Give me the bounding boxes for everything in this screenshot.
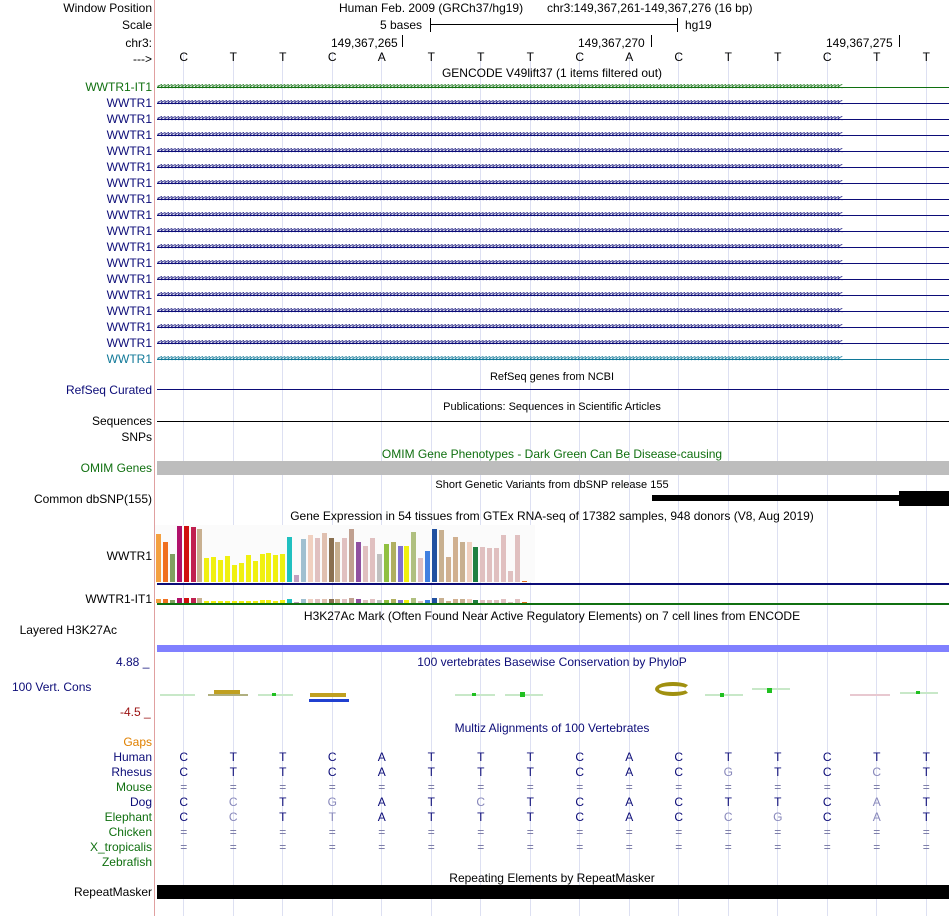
- aligned-base: =: [477, 780, 485, 794]
- aligned-base: C: [476, 795, 486, 809]
- aligned-base: =: [873, 840, 881, 854]
- gtex-tissue-bar[interactable]: [453, 537, 458, 582]
- gencode-transcript-label[interactable]: WWTR1: [106, 320, 152, 334]
- gtex-tissue-bar[interactable]: [384, 544, 389, 582]
- refseq-title[interactable]: RefSeq genes from NCBI: [489, 371, 615, 383]
- aligned-base: C: [674, 765, 684, 779]
- sequences-label[interactable]: Sequences: [91, 414, 152, 428]
- aligned-base: T: [279, 810, 287, 824]
- gtex-tissue-bar[interactable]: [322, 533, 327, 582]
- strand-arrow-icon: <<<<<<<<<<<<<<<<<<<<<<<<<<<<<<<<<<<<<<<<<<<<<<<<<<<<<<<<<<<<<<<<<<<<<<<<<<<<<<<<<<<<<<<<<<<<<<<<<<<<<<<<<<<<<<<<<<<<<<<<<<<<<<<<<<<<<<<<<<<<<<<<<<<<<<<<<<<<<<<<<<<<<<<<<<<<<<<<<<<<<<<<<<<<<<<<<<<<<<<<: [157, 322, 841, 332]
- gtex-tissue-bar[interactable]: [191, 527, 196, 582]
- gtex-tissue-bar[interactable]: [239, 563, 244, 582]
- gtex-tissue-bar[interactable]: [342, 538, 347, 582]
- aligned-base: T: [922, 810, 930, 824]
- aligned-base: =: [526, 825, 534, 839]
- base-letter: T: [922, 50, 930, 64]
- aligned-base: T: [922, 750, 930, 764]
- base-letter: A: [377, 50, 386, 64]
- gencode-transcript-label[interactable]: WWTR1: [106, 352, 152, 366]
- aligned-base: =: [427, 825, 435, 839]
- window-position-label: Window Position: [63, 1, 152, 15]
- strand-arrow-icon: <<<<<<<<<<<<<<<<<<<<<<<<<<<<<<<<<<<<<<<<<<<<<<<<<<<<<<<<<<<<<<<<<<<<<<<<<<<<<<<<<<<<<<<<<<<<<<<<<<<<<<<<<<<<<<<<<<<<<<<<<<<<<<<<<<<<<<<<<<<<<<<<<<<<<<<<<<<<<<<<<<<<<<<<<<<<<<<<<<<<<<<<<<<<<<<<<<<<<<<<: [157, 274, 841, 284]
- aligned-base: =: [576, 840, 584, 854]
- base-letter: T: [427, 50, 435, 64]
- aligned-base: A: [872, 810, 881, 824]
- gtex-gene2-line[interactable]: [157, 603, 949, 605]
- gaps-label: Gaps: [123, 735, 152, 749]
- strand-arrow-icon: <<<<<<<<<<<<<<<<<<<<<<<<<<<<<<<<<<<<<<<<<<<<<<<<<<<<<<<<<<<<<<<<<<<<<<<<<<<<<<<<<<<<<<<<<<<<<<<<<<<<<<<<<<<<<<<<<<<<<<<<<<<<<<<<<<<<<<<<<<<<<<<<<<<<<<<<<<<<<<<<<<<<<<<<<<<<<<<<<<<<<<<<<<<<<<<<<<<<<<<<: [157, 130, 841, 140]
- gtex-tissue-bar[interactable]: [273, 555, 278, 582]
- aligned-base: =: [180, 840, 188, 854]
- aligned-base: =: [675, 825, 683, 839]
- gtex-tissue-bar[interactable]: [335, 542, 340, 582]
- gtex-tissue-bar[interactable]: [266, 553, 271, 582]
- aligned-base: =: [724, 780, 732, 794]
- aligned-base: C: [872, 765, 882, 779]
- base-letter: T: [873, 50, 881, 64]
- aligned-base: =: [774, 780, 782, 794]
- aligned-base: =: [823, 825, 831, 839]
- base-letter: C: [179, 50, 189, 64]
- aligned-base: T: [526, 810, 534, 824]
- aligned-base: =: [576, 825, 584, 839]
- aligned-base: A: [377, 810, 386, 824]
- gtex-tissue-bar[interactable]: [418, 558, 423, 582]
- aligned-base: A: [625, 765, 634, 779]
- scale-label: Scale: [121, 18, 152, 32]
- gtex-tissue-bar[interactable]: [294, 575, 299, 582]
- repeat-element-bar[interactable]: [157, 885, 949, 899]
- aligned-base: A: [625, 810, 634, 824]
- strand-arrow-icon: <<<<<<<<<<<<<<<<<<<<<<<<<<<<<<<<<<<<<<<<<<<<<<<<<<<<<<<<<<<<<<<<<<<<<<<<<<<<<<<<<<<<<<<<<<<<<<<<<<<<<<<<<<<<<<<<<<<<<<<<<<<<<<<<<<<<<<<<<<<<<<<<<<<<<<<<<<<<<<<<<<<<<<<<<<<<<<<<<<<<<<<<<<<<<<<<<<<<<<<<: [157, 306, 841, 316]
- gtex-tissue-bar[interactable]: [467, 542, 472, 582]
- species-label[interactable]: Zebrafish: [101, 855, 152, 869]
- aligned-base: =: [526, 840, 534, 854]
- aligned-base: A: [872, 795, 881, 809]
- aligned-base: =: [675, 840, 683, 854]
- aligned-base: T: [774, 750, 782, 764]
- base-letter: C: [327, 50, 337, 64]
- aligned-base: =: [378, 825, 386, 839]
- aligned-base: T: [774, 795, 782, 809]
- aligned-base: =: [328, 825, 336, 839]
- aligned-base: C: [327, 750, 337, 764]
- base-letter: T: [477, 50, 485, 64]
- aligned-base: T: [229, 765, 237, 779]
- aligned-base: T: [279, 795, 287, 809]
- aligned-base: =: [873, 780, 881, 794]
- aligned-base: C: [822, 750, 832, 764]
- gencode-transcript-label[interactable]: WWTR1: [106, 128, 152, 142]
- cons-min: -4.5 _: [120, 705, 151, 719]
- aligned-base: =: [675, 780, 683, 794]
- gtex-tissue-bar[interactable]: [308, 535, 313, 582]
- dbsnp-variant-thick[interactable]: [899, 491, 949, 506]
- aligned-base: C: [822, 765, 832, 779]
- aligned-base: A: [377, 750, 386, 764]
- ruler-tick: [402, 35, 403, 47]
- aligned-base: =: [873, 825, 881, 839]
- gencode-transcript-label[interactable]: WWTR1: [106, 336, 152, 350]
- gtex-tissue-bar[interactable]: [246, 555, 251, 582]
- gtex-tissue-bar[interactable]: [170, 554, 175, 582]
- aligned-base: =: [229, 825, 237, 839]
- base-letter: A: [625, 50, 634, 64]
- gtex-tissue-bar[interactable]: [425, 551, 430, 582]
- base-letter: T: [229, 50, 237, 64]
- gtex-tissue-bar[interactable]: [329, 538, 334, 582]
- assembly-name: Human Feb. 2009 (GRCh37/hg19): [339, 1, 524, 15]
- gtex-gene-line[interactable]: [157, 583, 949, 585]
- gtex-tissue-bar[interactable]: [287, 537, 292, 582]
- aligned-base: =: [625, 825, 633, 839]
- gencode-transcript-label[interactable]: WWTR1: [106, 256, 152, 270]
- aligned-base: T: [873, 750, 881, 764]
- cons-label[interactable]: 100 Vert. Cons: [12, 680, 92, 694]
- aligned-base: A: [377, 765, 386, 779]
- aligned-base: G: [327, 795, 337, 809]
- repeatmasker-label[interactable]: RepeatMasker: [73, 885, 152, 899]
- base-letter: T: [774, 50, 782, 64]
- aligned-base: =: [724, 840, 732, 854]
- aligned-base: =: [724, 825, 732, 839]
- aligned-base: T: [427, 810, 435, 824]
- gencode-transcript-label[interactable]: WWTR1: [106, 96, 152, 110]
- gtex-tissue-bar[interactable]: [398, 546, 403, 582]
- aligned-base: A: [625, 750, 634, 764]
- strand-arrow-icon: <<<<<<<<<<<<<<<<<<<<<<<<<<<<<<<<<<<<<<<<<<<<<<<<<<<<<<<<<<<<<<<<<<<<<<<<<<<<<<<<<<<<<<<<<<<<<<<<<<<<<<<<<<<<<<<<<<<<<<<<<<<<<<<<<<<<<<<<<<<<<<<<<<<<<<<<<<<<<<<<<<<<<<<<<<<<<<<<<<<<<<<<<<<<<<<<<<<<<<<<: [157, 146, 841, 156]
- aligned-base: =: [526, 780, 534, 794]
- scale-bar-right-tick: [677, 18, 678, 32]
- gencode-transcript-label[interactable]: WWTR1: [106, 208, 152, 222]
- aligned-base: C: [228, 810, 238, 824]
- repeatmasker-title[interactable]: Repeating Elements by RepeatMasker: [449, 871, 655, 885]
- aligned-base: T: [427, 750, 435, 764]
- pubs-title[interactable]: Publications: Sequences in Scientific Articles: [443, 401, 661, 413]
- aligned-base: C: [822, 795, 832, 809]
- aligned-base: C: [228, 795, 238, 809]
- omim-title[interactable]: OMIM Gene Phenotypes - Dark Green Can Be Disease-causing: [381, 447, 723, 461]
- gtex-tissue-bar[interactable]: [349, 529, 354, 582]
- aligned-base: T: [427, 765, 435, 779]
- strand-arrow-icon: <<<<<<<<<<<<<<<<<<<<<<<<<<<<<<<<<<<<<<<<<<<<<<<<<<<<<<<<<<<<<<<<<<<<<<<<<<<<<<<<<<<<<<<<<<<<<<<<<<<<<<<<<<<<<<<<<<<<<<<<<<<<<<<<<<<<<<<<<<<<<<<<<<<<<<<<<<<<<<<<<<<<<<<<<<<<<<<<<<<<<<<<<<<<<<<<<<<<<<<<: [157, 338, 841, 348]
- strand-arrow-icon: <<<<<<<<<<<<<<<<<<<<<<<<<<<<<<<<<<<<<<<<<<<<<<<<<<<<<<<<<<<<<<<<<<<<<<<<<<<<<<<<<<<<<<<<<<<<<<<<<<<<<<<<<<<<<<<<<<<<<<<<<<<<<<<<<<<<<<<<<<<<<<<<<<<<<<<<<<<<<<<<<<<<<<<<<<<<<<<<<<<<<<<<<<<<<<<<<<<<<<<<: [157, 194, 841, 204]
- aligned-base: =: [922, 780, 930, 794]
- aligned-base: =: [823, 840, 831, 854]
- aligned-base: =: [922, 825, 930, 839]
- aligned-base: =: [279, 825, 287, 839]
- base-letter: T: [279, 50, 287, 64]
- base-letter: C: [822, 50, 832, 64]
- scale-bar-left-tick: [430, 18, 431, 32]
- aligned-base: T: [526, 765, 534, 779]
- window-position[interactable]: chr3:149,367,261-149,367,276 (16 bp): [547, 1, 753, 15]
- gtex-tissue-bar[interactable]: [501, 535, 506, 582]
- scale-text: 5 bases: [380, 18, 423, 32]
- aligned-base: T: [922, 795, 930, 809]
- species-label[interactable]: Elephant: [104, 810, 152, 824]
- omim-gene-bar[interactable]: [157, 461, 949, 475]
- aligned-base: T: [526, 795, 534, 809]
- gencode-transcript-label[interactable]: WWTR1: [106, 144, 152, 158]
- gtex-tissue-bar[interactable]: [184, 526, 189, 582]
- gtex-tissue-bar[interactable]: [494, 548, 499, 582]
- strand-arrow-icon: <<<<<<<<<<<<<<<<<<<<<<<<<<<<<<<<<<<<<<<<<<<<<<<<<<<<<<<<<<<<<<<<<<<<<<<<<<<<<<<<<<<<<<<<<<<<<<<<<<<<<<<<<<<<<<<<<<<<<<<<<<<<<<<<<<<<<<<<<<<<<<<<<<<<<<<<<<<<<<<<<<<<<<<<<<<<<<<<<<<<<<<<<<<<<<<<<<<<<<<<: [157, 290, 841, 300]
- aligned-base: =: [180, 825, 188, 839]
- dbsnp-title[interactable]: Short Genetic Variants from dbSNP release 155: [435, 479, 669, 491]
- aligned-base: =: [774, 840, 782, 854]
- aligned-base: =: [279, 840, 287, 854]
- aligned-base: A: [377, 795, 386, 809]
- species-label[interactable]: Human: [113, 750, 152, 764]
- pubs-line[interactable]: [157, 421, 949, 422]
- gtex-tissue-bar[interactable]: [391, 542, 396, 582]
- strand-arrow-icon: <<<<<<<<<<<<<<<<<<<<<<<<<<<<<<<<<<<<<<<<<<<<<<<<<<<<<<<<<<<<<<<<<<<<<<<<<<<<<<<<<<<<<<<<<<<<<<<<<<<<<<<<<<<<<<<<<<<<<<<<<<<<<<<<<<<<<<<<<<<<<<<<<<<<<<<<<<<<<<<<<<<<<<<<<<<<<<<<<<<<<<<<<<<<<<<<<<<<<<<<: [157, 242, 841, 252]
- aligned-base: G: [723, 765, 733, 779]
- aligned-base: T: [427, 795, 435, 809]
- refseq-gene-line[interactable]: [157, 389, 949, 390]
- aligned-base: T: [477, 810, 485, 824]
- gtex-tissue-bar[interactable]: [522, 581, 527, 582]
- aligned-base: T: [279, 765, 287, 779]
- label-separator: [154, 0, 155, 916]
- strand-arrow-icon: <<<<<<<<<<<<<<<<<<<<<<<<<<<<<<<<<<<<<<<<<<<<<<<<<<<<<<<<<<<<<<<<<<<<<<<<<<<<<<<<<<<<<<<<<<<<<<<<<<<<<<<<<<<<<<<<<<<<<<<<<<<<<<<<<<<<<<<<<<<<<<<<<<<<<<<<<<<<<<<<<<<<<<<<<<<<<<<<<<<<<<<<<<<<<<<<<<<<<<<<: [157, 98, 841, 108]
- gtex-title[interactable]: Gene Expression in 54 tissues from GTEx RNA-seq of 17382 samples, 948 donors (V8, Aug 2019): [290, 509, 814, 523]
- gtex-tissue-bar[interactable]: [260, 554, 265, 582]
- gtex-tissue-bar[interactable]: [163, 542, 168, 582]
- aligned-base: T: [477, 750, 485, 764]
- aligned-base: T: [922, 765, 930, 779]
- gtex-tissue-bar[interactable]: [473, 547, 478, 582]
- aligned-base: =: [378, 780, 386, 794]
- strand-arrow-icon: <<<<<<<<<<<<<<<<<<<<<<<<<<<<<<<<<<<<<<<<<<<<<<<<<<<<<<<<<<<<<<<<<<<<<<<<<<<<<<<<<<<<<<<<<<<<<<<<<<<<<<<<<<<<<<<<<<<<<<<<<<<<<<<<<<<<<<<<<<<<<<<<<<<<<<<<<<<<<<<<<<<<<<<<<<<<<<<<<<<<<<<<<<<<<<<<<<<<<<<<: [157, 178, 841, 188]
- gtex-tissue-bar[interactable]: [515, 535, 520, 582]
- gtex-tissue-bar[interactable]: [177, 526, 182, 582]
- db-name: hg19: [685, 18, 712, 32]
- aligned-base: G: [773, 810, 783, 824]
- ruler-tick-label: 149,367,275: [826, 36, 893, 50]
- aligned-base: =: [229, 840, 237, 854]
- gtex-tissue-bar[interactable]: [197, 529, 202, 582]
- gtex-tissue-bar[interactable]: [411, 532, 416, 582]
- aligned-base: =: [427, 840, 435, 854]
- aligned-base: C: [179, 765, 189, 779]
- aligned-base: =: [229, 780, 237, 794]
- gtex-tissue-bar[interactable]: [508, 571, 513, 582]
- aligned-base: =: [328, 780, 336, 794]
- aligned-base: =: [774, 825, 782, 839]
- species-label[interactable]: Dog: [129, 795, 152, 809]
- gtex-gene-label[interactable]: WWTR1: [106, 549, 152, 563]
- strand-arrow-icon: <<<<<<<<<<<<<<<<<<<<<<<<<<<<<<<<<<<<<<<<<<<<<<<<<<<<<<<<<<<<<<<<<<<<<<<<<<<<<<<<<<<<<<<<<<<<<<<<<<<<<<<<<<<<<<<<<<<<<<<<<<<<<<<<<<<<<<<<<<<<<<<<<<<<<<<<<<<<<<<<<<<<<<<<<<<<<<<<<<<<<<<<<<<<<<<<<<<<<<<<: [157, 162, 841, 172]
- gencode-transcript-label[interactable]: WWTR1-IT1: [85, 80, 152, 94]
- aligned-base: =: [625, 840, 633, 854]
- cons-max: 4.88 _: [116, 655, 150, 669]
- gtex-tissue-bar[interactable]: [218, 560, 223, 582]
- gtex-tissue-bar[interactable]: [446, 557, 451, 582]
- aligned-base: T: [279, 750, 287, 764]
- aligned-base: =: [427, 780, 435, 794]
- aligned-base: =: [378, 840, 386, 854]
- gencode-transcript-label[interactable]: WWTR1: [106, 176, 152, 190]
- gtex-tissue-bar[interactable]: [315, 538, 320, 582]
- aligned-base: T: [774, 765, 782, 779]
- refseq-label[interactable]: RefSeq Curated: [65, 383, 152, 397]
- species-label[interactable]: X_tropicalis: [89, 840, 152, 854]
- gtex-tissue-bar[interactable]: [432, 529, 437, 582]
- aligned-base: C: [179, 810, 189, 824]
- omim-label[interactable]: OMIM Genes: [80, 461, 152, 475]
- dbsnp-label[interactable]: Common dbSNP(155): [33, 492, 152, 506]
- aligned-base: C: [179, 750, 189, 764]
- gtex-tissue-bar[interactable]: [253, 561, 258, 582]
- base-letter: T: [526, 50, 534, 64]
- ruler-tick-label: 149,367,265: [331, 36, 398, 50]
- gtex-tissue-bar[interactable]: [370, 538, 375, 582]
- snps-label[interactable]: SNPs: [121, 430, 152, 444]
- aligned-base: C: [575, 750, 585, 764]
- aligned-base: C: [674, 750, 684, 764]
- gtex-tissue-bar[interactable]: [232, 565, 237, 582]
- base-letter: T: [724, 50, 732, 64]
- aligned-base: =: [576, 780, 584, 794]
- aligned-base: =: [477, 825, 485, 839]
- aligned-base: =: [328, 840, 336, 854]
- aligned-base: C: [327, 765, 337, 779]
- aligned-base: C: [575, 795, 585, 809]
- aligned-base: C: [674, 795, 684, 809]
- aligned-base: =: [922, 840, 930, 854]
- gencode-transcript-label[interactable]: WWTR1: [106, 224, 152, 238]
- multiz-title[interactable]: Multiz Alignments of 100 Vertebrates: [454, 721, 650, 735]
- gtex-tissue-bar[interactable]: [363, 546, 368, 582]
- aligned-base: C: [179, 795, 189, 809]
- gtex-tissue-bar[interactable]: [156, 534, 161, 582]
- gtex-tissue-bar[interactable]: [356, 542, 361, 582]
- gencode-transcript-label[interactable]: WWTR1: [106, 112, 152, 126]
- aligned-base: T: [477, 765, 485, 779]
- gencode-track-title[interactable]: GENCODE V49lift37 (1 items filtered out): [441, 66, 663, 80]
- aligned-base: T: [724, 750, 732, 764]
- gtex-tissue-bar[interactable]: [211, 557, 216, 582]
- gtex-tissue-bar[interactable]: [439, 530, 444, 582]
- strand-arrow-icon: <<<<<<<<<<<<<<<<<<<<<<<<<<<<<<<<<<<<<<<<<<<<<<<<<<<<<<<<<<<<<<<<<<<<<<<<<<<<<<<<<<<<<<<<<<<<<<<<<<<<<<<<<<<<<<<<<<<<<<<<<<<<<<<<<<<<<<<<<<<<<<<<<<<<<<<<<<<<<<<<<<<<<<<<<<<<<<<<<<<<<<<<<<<<<<<<<<<<<<<<: [157, 210, 841, 220]
- strand-arrow-icon: <<<<<<<<<<<<<<<<<<<<<<<<<<<<<<<<<<<<<<<<<<<<<<<<<<<<<<<<<<<<<<<<<<<<<<<<<<<<<<<<<<<<<<<<<<<<<<<<<<<<<<<<<<<<<<<<<<<<<<<<<<<<<<<<<<<<<<<<<<<<<<<<<<<<<<<<<<<<<<<<<<<<<<<<<<<<<<<<<<<<<<<<<<<<<<<<<<<<<<<<: [157, 114, 841, 124]
- ruler-tick-label: 149,367,270: [578, 36, 645, 50]
- aligned-base: C: [822, 810, 832, 824]
- strand-arrow-icon: <<<<<<<<<<<<<<<<<<<<<<<<<<<<<<<<<<<<<<<<<<<<<<<<<<<<<<<<<<<<<<<<<<<<<<<<<<<<<<<<<<<<<<<<<<<<<<<<<<<<<<<<<<<<<<<<<<<<<<<<<<<<<<<<<<<<<<<<<<<<<<<<<<<<<<<<<<<<<<<<<<<<<<<<<<<<<<<<<<<<<<<<<<<<<<<<<<<<<<<<: [157, 82, 841, 92]
- species-label[interactable]: Mouse: [115, 780, 152, 794]
- base-letter: C: [674, 50, 684, 64]
- gtex-tissue-bar[interactable]: [204, 558, 209, 582]
- gtex-tissue-bar[interactable]: [377, 554, 382, 582]
- dbsnp-variant-thin[interactable]: [652, 495, 900, 501]
- gtex-tissue-bar[interactable]: [480, 547, 485, 582]
- ruler-tick: [651, 35, 652, 47]
- base-letter: C: [575, 50, 585, 64]
- gtex-gene2-label[interactable]: WWTR1-IT1: [85, 592, 152, 606]
- aligned-base: =: [180, 780, 188, 794]
- aligned-base: =: [625, 780, 633, 794]
- gencode-transcript-label[interactable]: WWTR1: [106, 160, 152, 174]
- aligned-base: C: [674, 810, 684, 824]
- strand-arrow-icon: <<<<<<<<<<<<<<<<<<<<<<<<<<<<<<<<<<<<<<<<<<<<<<<<<<<<<<<<<<<<<<<<<<<<<<<<<<<<<<<<<<<<<<<<<<<<<<<<<<<<<<<<<<<<<<<<<<<<<<<<<<<<<<<<<<<<<<<<<<<<<<<<<<<<<<<<<<<<<<<<<<<<<<<<<<<<<<<<<<<<<<<<<<<<<<<<<<<<<<<<: [157, 226, 841, 236]
- aligned-base: C: [723, 810, 733, 824]
- aligned-base: T: [328, 810, 336, 824]
- gtex-tissue-bar[interactable]: [487, 548, 492, 582]
- ruler-tick: [899, 35, 900, 47]
- gtex-tissue-bar[interactable]: [225, 556, 230, 582]
- h3k27ac-title[interactable]: H3K27Ac Mark (Often Found Near Active Regulatory Elements) on 7 cell lines from ENCODE: [303, 609, 801, 623]
- strand-label: --->: [133, 52, 152, 66]
- aligned-base: =: [279, 780, 287, 794]
- strand-arrow-icon: <<<<<<<<<<<<<<<<<<<<<<<<<<<<<<<<<<<<<<<<<<<<<<<<<<<<<<<<<<<<<<<<<<<<<<<<<<<<<<<<<<<<<<<<<<<<<<<<<<<<<<<<<<<<<<<<<<<<<<<<<<<<<<<<<<<<<<<<<<<<<<<<<<<<<<<<<<<<<<<<<<<<<<<<<<<<<<<<<<<<<<<<<<<<<<<<<<<<<<<<: [157, 258, 841, 268]
- aligned-base: T: [229, 750, 237, 764]
- aligned-base: T: [724, 795, 732, 809]
- scale-bar: [430, 24, 677, 25]
- cons-title[interactable]: 100 vertebrates Basewise Conservation by PhyloP: [417, 655, 687, 669]
- gencode-transcript-label[interactable]: WWTR1: [106, 272, 152, 286]
- species-label[interactable]: Rhesus: [111, 765, 152, 779]
- aligned-base: C: [575, 765, 585, 779]
- gtex-tissue-bar[interactable]: [404, 546, 409, 582]
- aligned-base: =: [823, 780, 831, 794]
- h3k27ac-label[interactable]: Layered H3K27Ac: [19, 623, 117, 637]
- gencode-transcript-label[interactable]: WWTR1: [106, 192, 152, 206]
- strand-arrow-icon: <<<<<<<<<<<<<<<<<<<<<<<<<<<<<<<<<<<<<<<<<<<<<<<<<<<<<<<<<<<<<<<<<<<<<<<<<<<<<<<<<<<<<<<<<<<<<<<<<<<<<<<<<<<<<<<<<<<<<<<<<<<<<<<<<<<<<<<<<<<<<<<<<<<<<<<<<<<<<<<<<<<<<<<<<<<<<<<<<<<<<<<<<<<<<<<<<<<<<<<<: [157, 354, 841, 364]
- aligned-base: =: [477, 840, 485, 854]
- aligned-base: A: [625, 795, 634, 809]
- gtex-tissue-bar[interactable]: [301, 539, 306, 582]
- aligned-base: C: [575, 810, 585, 824]
- chrom-label: chr3:: [125, 36, 152, 50]
- species-label[interactable]: Chicken: [108, 825, 152, 839]
- gencode-transcript-label[interactable]: WWTR1: [106, 304, 152, 318]
- gencode-transcript-label[interactable]: WWTR1: [106, 240, 152, 254]
- aligned-base: T: [526, 750, 534, 764]
- gtex-tissue-bar[interactable]: [280, 554, 285, 582]
- gencode-transcript-label[interactable]: WWTR1: [106, 288, 152, 302]
- h3k27ac-signal[interactable]: [157, 645, 949, 652]
- gtex-tissue-bar[interactable]: [460, 542, 465, 582]
